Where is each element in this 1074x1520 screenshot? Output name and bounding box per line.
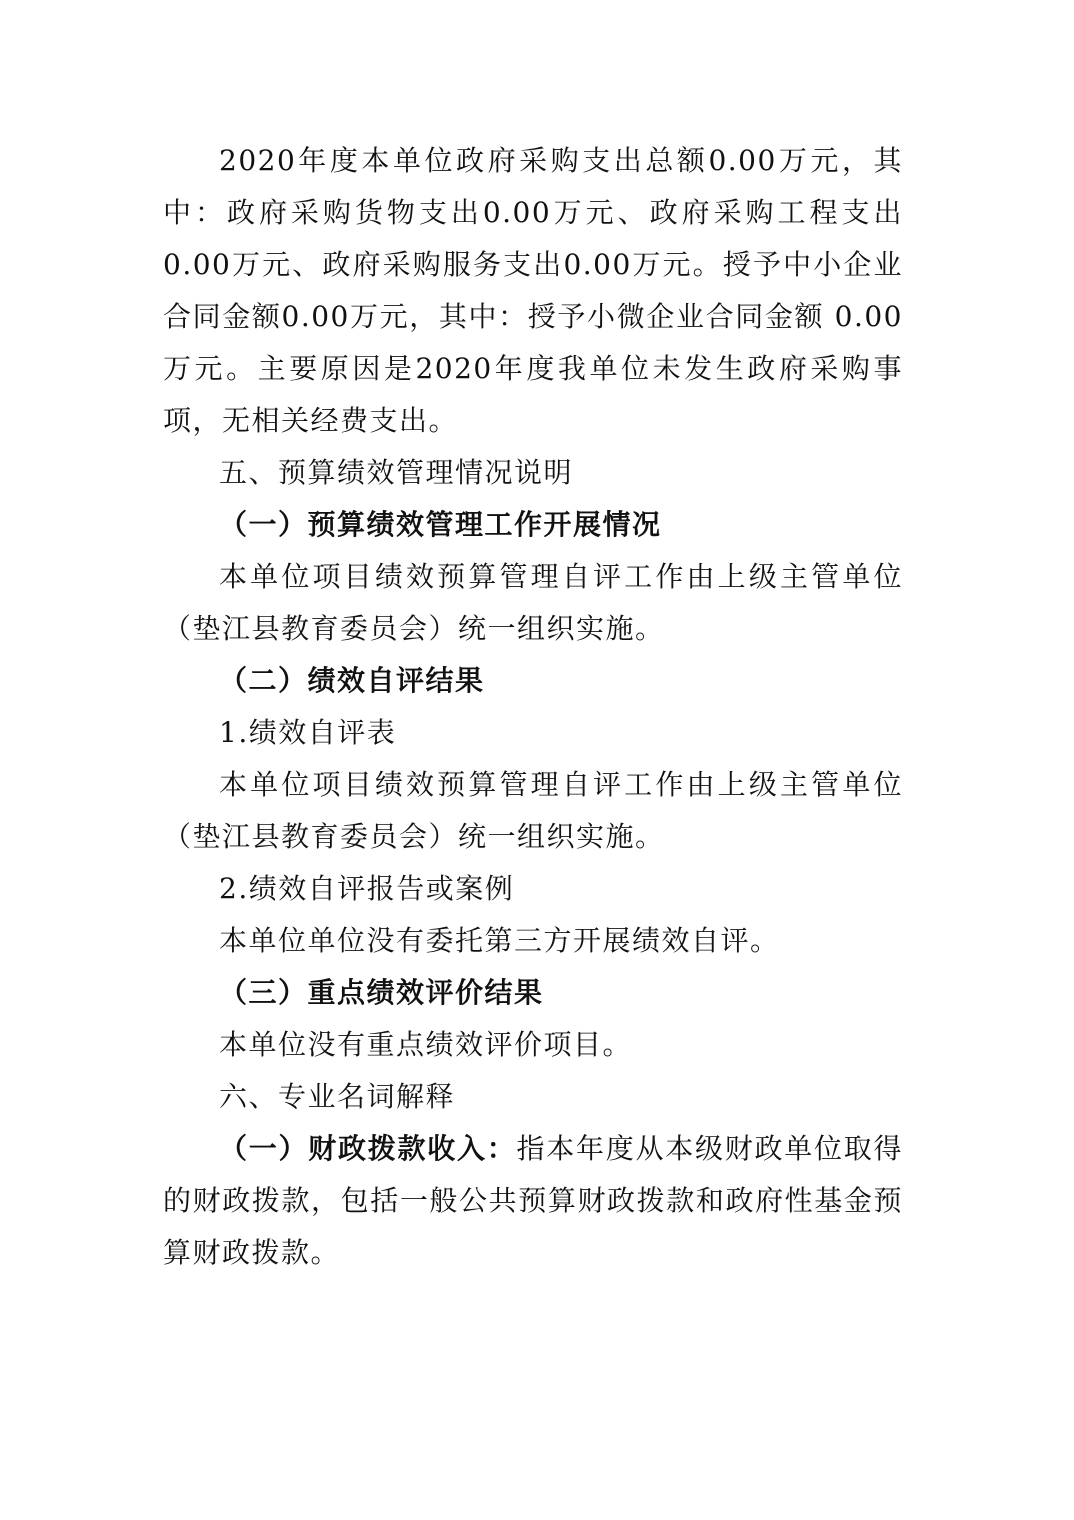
term-definition: 指本年度从本级财政单位取得的财政拨款，包括一般公共预算财政拨款和政府性基金预算财政拨款。: [163, 1132, 903, 1269]
term-label: （一）财政拨款收入：: [219, 1132, 517, 1165]
section-5-2-item-1-title: 1.绩效自评表: [219, 716, 397, 749]
section-5-1-paragraph: 本单位项目绩效预算管理自评工作由上级主管单位（垫江县教育委员会）统一组织实施。: [163, 560, 903, 645]
section-6-term-1-paragraph: [163, 1123, 903, 1279]
section-5-3-heading: （三）重点绩效评价结果: [219, 976, 544, 1009]
section-5-3-paragraph: 本单位没有重点绩效评价项目。: [219, 1028, 633, 1061]
section-5-2-item-1-paragraph: 本单位项目绩效预算管理自评工作由上级主管单位（垫江县教育委员会）统一组织实施。: [163, 768, 903, 853]
document-body: [163, 135, 903, 1279]
section-5-2-item-2-paragraph: 本单位单位没有委托第三方开展绩效自评。: [219, 924, 780, 957]
section-5-heading: 五、预算绩效管理情况说明: [219, 456, 574, 489]
section-6-heading: 六、专业名词解释: [219, 1080, 456, 1113]
section-5-2-heading: （二）绩效自评结果: [219, 664, 485, 697]
procurement-paragraph: 2020年度本单位政府采购支出总额0.00万元，其中：政府采购货物支出0.00万元、政府采购工程支出0.00万元、政府采购服务支出0.00万元。授予中小企业合同金额0.00万元，其中：授予小微企业合同金额 0.00万元。主要原因是2020年度我单位未发生政府采购事项，无相关经费支出。: [163, 144, 903, 437]
section-5-1-heading: （一）预算绩效管理工作开展情况: [219, 508, 662, 541]
section-5-2-item-2-title: 2.绩效自评报告或案例: [219, 872, 515, 905]
